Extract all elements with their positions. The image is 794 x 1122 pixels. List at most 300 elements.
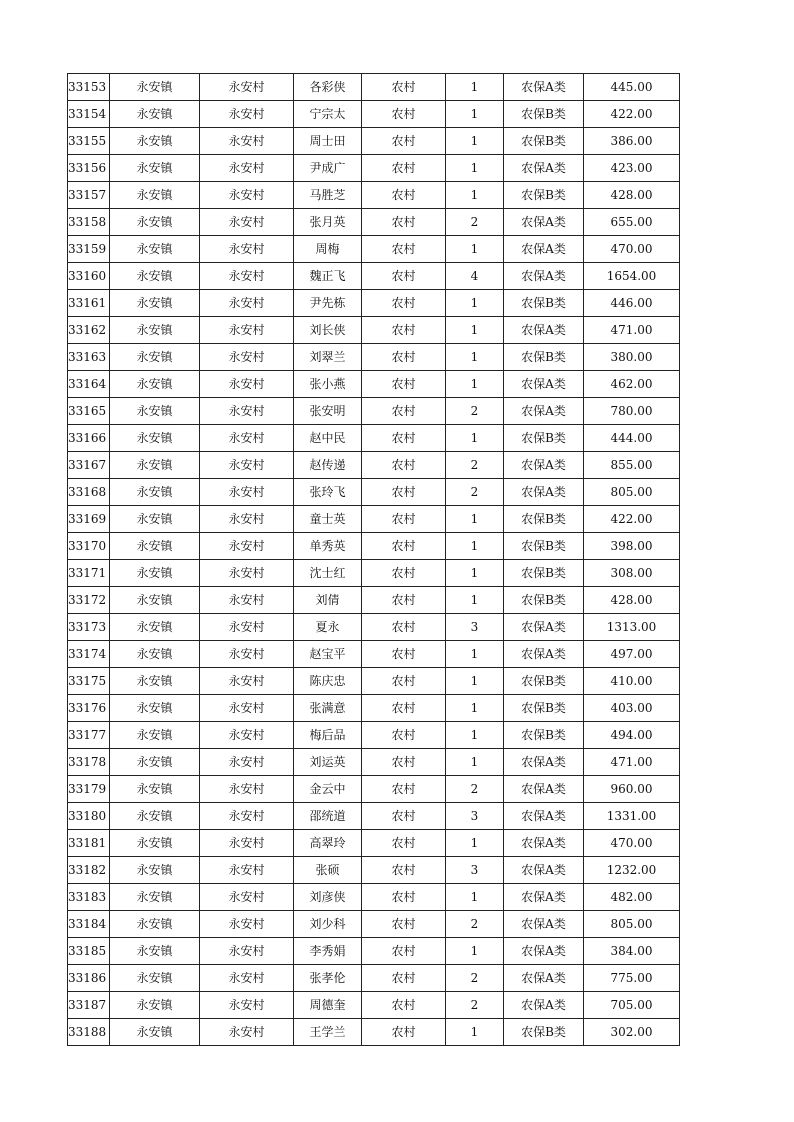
village-cell: 永安村	[200, 182, 294, 209]
insurance-category-cell: 农保A类	[504, 857, 584, 884]
amount-cell: 446.00	[584, 290, 680, 317]
insurance-category-cell: 农保B类	[504, 101, 584, 128]
village-cell: 永安村	[200, 560, 294, 587]
amount-cell: 445.00	[584, 74, 680, 101]
village-cell: 永安村	[200, 614, 294, 641]
amount-cell: 422.00	[584, 506, 680, 533]
town-cell: 永安镇	[110, 290, 200, 317]
town-cell: 永安镇	[110, 587, 200, 614]
amount-cell: 780.00	[584, 398, 680, 425]
table-row	[68, 398, 680, 425]
village-cell: 永安村	[200, 371, 294, 398]
table-row	[68, 344, 680, 371]
table-row	[68, 560, 680, 587]
record-id-cell: 33181	[68, 830, 110, 857]
village-cell: 永安村	[200, 344, 294, 371]
town-cell: 永安镇	[110, 317, 200, 344]
person-name-cell: 刘长侠	[294, 317, 362, 344]
household-count-cell: 1	[446, 101, 504, 128]
table-row	[68, 263, 680, 290]
person-name-cell: 赵中民	[294, 425, 362, 452]
amount-cell: 410.00	[584, 668, 680, 695]
table-row	[68, 290, 680, 317]
insurance-category-cell: 农保B类	[504, 587, 584, 614]
amount-cell: 470.00	[584, 236, 680, 263]
amount-cell: 494.00	[584, 722, 680, 749]
person-name-cell: 夏永	[294, 614, 362, 641]
household-count-cell: 2	[446, 209, 504, 236]
household-type-cell: 农村	[362, 992, 446, 1019]
village-cell: 永安村	[200, 938, 294, 965]
town-cell: 永安镇	[110, 425, 200, 452]
person-name-cell: 周梅	[294, 236, 362, 263]
insurance-category-cell: 农保A类	[504, 641, 584, 668]
household-type-cell: 农村	[362, 911, 446, 938]
table-row	[68, 749, 680, 776]
table-row	[68, 992, 680, 1019]
household-count-cell: 2	[446, 965, 504, 992]
household-count-cell: 1	[446, 938, 504, 965]
town-cell: 永安镇	[110, 128, 200, 155]
amount-cell: 1331.00	[584, 803, 680, 830]
record-id-cell: 33182	[68, 857, 110, 884]
amount-cell: 471.00	[584, 317, 680, 344]
table-row	[68, 695, 680, 722]
household-type-cell: 农村	[362, 722, 446, 749]
record-id-cell: 33172	[68, 587, 110, 614]
household-type-cell: 农村	[362, 101, 446, 128]
table-row	[68, 371, 680, 398]
insurance-category-cell: 农保B类	[504, 1019, 584, 1046]
amount-cell: 471.00	[584, 749, 680, 776]
household-type-cell: 农村	[362, 641, 446, 668]
household-count-cell: 1	[446, 749, 504, 776]
household-type-cell: 农村	[362, 1019, 446, 1046]
town-cell: 永安镇	[110, 452, 200, 479]
household-type-cell: 农村	[362, 560, 446, 587]
table-row	[68, 641, 680, 668]
person-name-cell: 宁宗太	[294, 101, 362, 128]
record-id-cell: 33185	[68, 938, 110, 965]
household-count-cell: 1	[446, 425, 504, 452]
insurance-category-cell: 农保A类	[504, 965, 584, 992]
village-cell: 永安村	[200, 209, 294, 236]
insurance-category-cell: 农保B类	[504, 425, 584, 452]
insurance-category-cell: 农保A类	[504, 614, 584, 641]
village-cell: 永安村	[200, 101, 294, 128]
town-cell: 永安镇	[110, 479, 200, 506]
record-id-cell: 33178	[68, 749, 110, 776]
household-count-cell: 1	[446, 587, 504, 614]
record-id-cell: 33157	[68, 182, 110, 209]
record-id-cell: 33186	[68, 965, 110, 992]
amount-cell: 960.00	[584, 776, 680, 803]
insurance-category-cell: 农保A类	[504, 776, 584, 803]
town-cell: 永安镇	[110, 668, 200, 695]
insurance-category-cell: 农保A类	[504, 452, 584, 479]
town-cell: 永安镇	[110, 398, 200, 425]
table-row	[68, 452, 680, 479]
record-id-cell: 33156	[68, 155, 110, 182]
town-cell: 永安镇	[110, 803, 200, 830]
village-cell: 永安村	[200, 587, 294, 614]
insurance-category-cell: 农保A类	[504, 803, 584, 830]
person-name-cell: 张满意	[294, 695, 362, 722]
record-id-cell: 33179	[68, 776, 110, 803]
table-row	[68, 884, 680, 911]
household-type-cell: 农村	[362, 965, 446, 992]
town-cell: 永安镇	[110, 911, 200, 938]
person-name-cell: 王学兰	[294, 1019, 362, 1046]
insurance-category-cell: 农保A类	[504, 74, 584, 101]
village-cell: 永安村	[200, 668, 294, 695]
household-count-cell: 1	[446, 533, 504, 560]
town-cell: 永安镇	[110, 263, 200, 290]
person-name-cell: 刘翠兰	[294, 344, 362, 371]
village-cell: 永安村	[200, 506, 294, 533]
insurance-category-cell: 农保A类	[504, 371, 584, 398]
village-cell: 永安村	[200, 965, 294, 992]
record-id-cell: 33163	[68, 344, 110, 371]
household-count-cell: 1	[446, 884, 504, 911]
table-row	[68, 614, 680, 641]
household-type-cell: 农村	[362, 506, 446, 533]
amount-cell: 655.00	[584, 209, 680, 236]
village-cell: 永安村	[200, 776, 294, 803]
amount-cell: 462.00	[584, 371, 680, 398]
town-cell: 永安镇	[110, 506, 200, 533]
table-row	[68, 425, 680, 452]
insurance-category-cell: 农保A类	[504, 938, 584, 965]
town-cell: 永安镇	[110, 884, 200, 911]
insurance-category-cell: 农保B类	[504, 128, 584, 155]
record-id-cell: 33175	[68, 668, 110, 695]
person-name-cell: 各彩侠	[294, 74, 362, 101]
person-name-cell: 沈士红	[294, 560, 362, 587]
town-cell: 永安镇	[110, 101, 200, 128]
table-row	[68, 1019, 680, 1046]
village-cell: 永安村	[200, 263, 294, 290]
table-row	[68, 155, 680, 182]
table-row	[68, 776, 680, 803]
amount-cell: 705.00	[584, 992, 680, 1019]
town-cell: 永安镇	[110, 938, 200, 965]
insurance-category-cell: 农保B类	[504, 506, 584, 533]
amount-cell: 1313.00	[584, 614, 680, 641]
amount-cell: 384.00	[584, 938, 680, 965]
village-cell: 永安村	[200, 695, 294, 722]
household-type-cell: 农村	[362, 263, 446, 290]
village-cell: 永安村	[200, 74, 294, 101]
household-type-cell: 农村	[362, 803, 446, 830]
insurance-category-cell: 农保A类	[504, 155, 584, 182]
insurance-category-cell: 农保B类	[504, 695, 584, 722]
household-type-cell: 农村	[362, 209, 446, 236]
town-cell: 永安镇	[110, 857, 200, 884]
record-id-cell: 33169	[68, 506, 110, 533]
insurance-category-cell: 农保A类	[504, 479, 584, 506]
record-id-cell: 33165	[68, 398, 110, 425]
household-type-cell: 农村	[362, 938, 446, 965]
record-id-cell: 33188	[68, 1019, 110, 1046]
household-type-cell: 农村	[362, 425, 446, 452]
town-cell: 永安镇	[110, 209, 200, 236]
person-name-cell: 赵传递	[294, 452, 362, 479]
person-name-cell: 刘少科	[294, 911, 362, 938]
amount-cell: 805.00	[584, 911, 680, 938]
town-cell: 永安镇	[110, 749, 200, 776]
record-id-cell: 33177	[68, 722, 110, 749]
town-cell: 永安镇	[110, 965, 200, 992]
insurance-category-cell: 农保A类	[504, 263, 584, 290]
table-row	[68, 236, 680, 263]
village-cell: 永安村	[200, 722, 294, 749]
household-count-cell: 4	[446, 263, 504, 290]
record-id-cell: 33170	[68, 533, 110, 560]
person-name-cell: 邵统道	[294, 803, 362, 830]
town-cell: 永安镇	[110, 695, 200, 722]
insurance-category-cell: 农保A类	[504, 884, 584, 911]
household-count-cell: 1	[446, 236, 504, 263]
person-name-cell: 周德奎	[294, 992, 362, 1019]
village-cell: 永安村	[200, 155, 294, 182]
town-cell: 永安镇	[110, 533, 200, 560]
insurance-category-cell: 农保A类	[504, 209, 584, 236]
person-name-cell: 张玲飞	[294, 479, 362, 506]
table-row	[68, 911, 680, 938]
insurance-category-cell: 农保B类	[504, 722, 584, 749]
household-type-cell: 农村	[362, 830, 446, 857]
insurance-category-cell: 农保A类	[504, 749, 584, 776]
amount-cell: 422.00	[584, 101, 680, 128]
household-count-cell: 1	[446, 344, 504, 371]
amount-cell: 497.00	[584, 641, 680, 668]
household-type-cell: 农村	[362, 695, 446, 722]
household-count-cell: 1	[446, 290, 504, 317]
amount-cell: 444.00	[584, 425, 680, 452]
record-id-cell: 33173	[68, 614, 110, 641]
household-type-cell: 农村	[362, 74, 446, 101]
person-name-cell: 尹先栋	[294, 290, 362, 317]
household-type-cell: 农村	[362, 290, 446, 317]
amount-cell: 482.00	[584, 884, 680, 911]
table-row	[68, 182, 680, 209]
record-id-cell: 33176	[68, 695, 110, 722]
insurance-category-cell: 农保B类	[504, 533, 584, 560]
insurance-category-cell: 农保B类	[504, 668, 584, 695]
village-cell: 永安村	[200, 533, 294, 560]
person-name-cell: 李秀娟	[294, 938, 362, 965]
record-id-cell: 33164	[68, 371, 110, 398]
household-type-cell: 农村	[362, 479, 446, 506]
amount-cell: 302.00	[584, 1019, 680, 1046]
household-count-cell: 1	[446, 668, 504, 695]
amount-cell: 1654.00	[584, 263, 680, 290]
household-count-cell: 2	[446, 992, 504, 1019]
household-type-cell: 农村	[362, 884, 446, 911]
table-row	[68, 128, 680, 155]
table-row	[68, 209, 680, 236]
table-row	[68, 533, 680, 560]
person-name-cell: 单秀英	[294, 533, 362, 560]
town-cell: 永安镇	[110, 74, 200, 101]
village-cell: 永安村	[200, 1019, 294, 1046]
town-cell: 永安镇	[110, 992, 200, 1019]
household-count-cell: 2	[446, 398, 504, 425]
insurance-category-cell: 农保B类	[504, 560, 584, 587]
town-cell: 永安镇	[110, 776, 200, 803]
household-type-cell: 农村	[362, 614, 446, 641]
person-name-cell: 张月英	[294, 209, 362, 236]
record-id-cell: 33180	[68, 803, 110, 830]
household-type-cell: 农村	[362, 668, 446, 695]
insurance-category-cell: 农保B类	[504, 182, 584, 209]
person-name-cell: 尹成广	[294, 155, 362, 182]
record-id-cell: 33184	[68, 911, 110, 938]
data-table	[67, 73, 680, 1046]
person-name-cell: 张硕	[294, 857, 362, 884]
record-id-cell: 33174	[68, 641, 110, 668]
village-cell: 永安村	[200, 425, 294, 452]
household-type-cell: 农村	[362, 128, 446, 155]
record-id-cell: 33183	[68, 884, 110, 911]
town-cell: 永安镇	[110, 722, 200, 749]
person-name-cell: 魏正飞	[294, 263, 362, 290]
household-type-cell: 农村	[362, 317, 446, 344]
town-cell: 永安镇	[110, 371, 200, 398]
table-row	[68, 803, 680, 830]
table-row	[68, 965, 680, 992]
village-cell: 永安村	[200, 749, 294, 776]
person-name-cell: 刘运英	[294, 749, 362, 776]
amount-cell: 386.00	[584, 128, 680, 155]
household-count-cell: 1	[446, 371, 504, 398]
amount-cell: 805.00	[584, 479, 680, 506]
household-count-cell: 1	[446, 317, 504, 344]
record-id-cell: 33166	[68, 425, 110, 452]
household-count-cell: 1	[446, 722, 504, 749]
household-type-cell: 农村	[362, 398, 446, 425]
town-cell: 永安镇	[110, 830, 200, 857]
amount-cell: 470.00	[584, 830, 680, 857]
village-cell: 永安村	[200, 479, 294, 506]
table-row	[68, 74, 680, 101]
record-id-cell: 33155	[68, 128, 110, 155]
record-id-cell: 33168	[68, 479, 110, 506]
household-count-cell: 1	[446, 128, 504, 155]
record-id-cell: 33160	[68, 263, 110, 290]
household-count-cell: 2	[446, 479, 504, 506]
person-name-cell: 刘倩	[294, 587, 362, 614]
household-count-cell: 1	[446, 560, 504, 587]
household-count-cell: 1	[446, 182, 504, 209]
town-cell: 永安镇	[110, 182, 200, 209]
town-cell: 永安镇	[110, 155, 200, 182]
amount-cell: 308.00	[584, 560, 680, 587]
village-cell: 永安村	[200, 398, 294, 425]
household-count-cell: 3	[446, 857, 504, 884]
table-row	[68, 479, 680, 506]
record-id-cell: 33154	[68, 101, 110, 128]
insurance-category-cell: 农保B类	[504, 290, 584, 317]
household-count-cell: 1	[446, 155, 504, 182]
household-count-cell: 2	[446, 776, 504, 803]
amount-cell: 380.00	[584, 344, 680, 371]
town-cell: 永安镇	[110, 641, 200, 668]
village-cell: 永安村	[200, 911, 294, 938]
town-cell: 永安镇	[110, 560, 200, 587]
person-name-cell: 陈庆忠	[294, 668, 362, 695]
household-type-cell: 农村	[362, 749, 446, 776]
amount-cell: 403.00	[584, 695, 680, 722]
person-name-cell: 张小燕	[294, 371, 362, 398]
insurance-category-cell: 农保A类	[504, 830, 584, 857]
household-count-cell: 3	[446, 614, 504, 641]
household-type-cell: 农村	[362, 533, 446, 560]
household-type-cell: 农村	[362, 371, 446, 398]
town-cell: 永安镇	[110, 344, 200, 371]
household-count-cell: 1	[446, 1019, 504, 1046]
village-cell: 永安村	[200, 317, 294, 344]
record-id-cell: 33159	[68, 236, 110, 263]
household-type-cell: 农村	[362, 587, 446, 614]
table-row	[68, 317, 680, 344]
person-name-cell: 高翠玲	[294, 830, 362, 857]
insurance-category-cell: 农保A类	[504, 236, 584, 263]
record-id-cell: 33187	[68, 992, 110, 1019]
village-cell: 永安村	[200, 992, 294, 1019]
table-body	[68, 74, 680, 1046]
village-cell: 永安村	[200, 830, 294, 857]
table-row	[68, 668, 680, 695]
record-id-cell: 33167	[68, 452, 110, 479]
household-count-cell: 1	[446, 830, 504, 857]
table-row	[68, 587, 680, 614]
amount-cell: 428.00	[584, 587, 680, 614]
household-type-cell: 农村	[362, 344, 446, 371]
person-name-cell: 童士英	[294, 506, 362, 533]
village-cell: 永安村	[200, 857, 294, 884]
village-cell: 永安村	[200, 290, 294, 317]
town-cell: 永安镇	[110, 1019, 200, 1046]
person-name-cell: 周士田	[294, 128, 362, 155]
household-type-cell: 农村	[362, 236, 446, 263]
household-count-cell: 1	[446, 695, 504, 722]
town-cell: 永安镇	[110, 236, 200, 263]
village-cell: 永安村	[200, 452, 294, 479]
amount-cell: 428.00	[584, 182, 680, 209]
household-count-cell: 1	[446, 74, 504, 101]
record-id-cell: 33162	[68, 317, 110, 344]
village-cell: 永安村	[200, 236, 294, 263]
household-count-cell: 2	[446, 452, 504, 479]
record-id-cell: 33161	[68, 290, 110, 317]
insurance-category-cell: 农保B类	[504, 344, 584, 371]
person-name-cell: 张孝伦	[294, 965, 362, 992]
amount-cell: 423.00	[584, 155, 680, 182]
table-row	[68, 857, 680, 884]
person-name-cell: 梅后品	[294, 722, 362, 749]
person-name-cell: 金云中	[294, 776, 362, 803]
household-count-cell: 2	[446, 911, 504, 938]
record-id-cell: 33153	[68, 74, 110, 101]
household-type-cell: 农村	[362, 776, 446, 803]
person-name-cell: 张安明	[294, 398, 362, 425]
record-id-cell: 33158	[68, 209, 110, 236]
amount-cell: 775.00	[584, 965, 680, 992]
household-type-cell: 农村	[362, 857, 446, 884]
record-id-cell: 33171	[68, 560, 110, 587]
